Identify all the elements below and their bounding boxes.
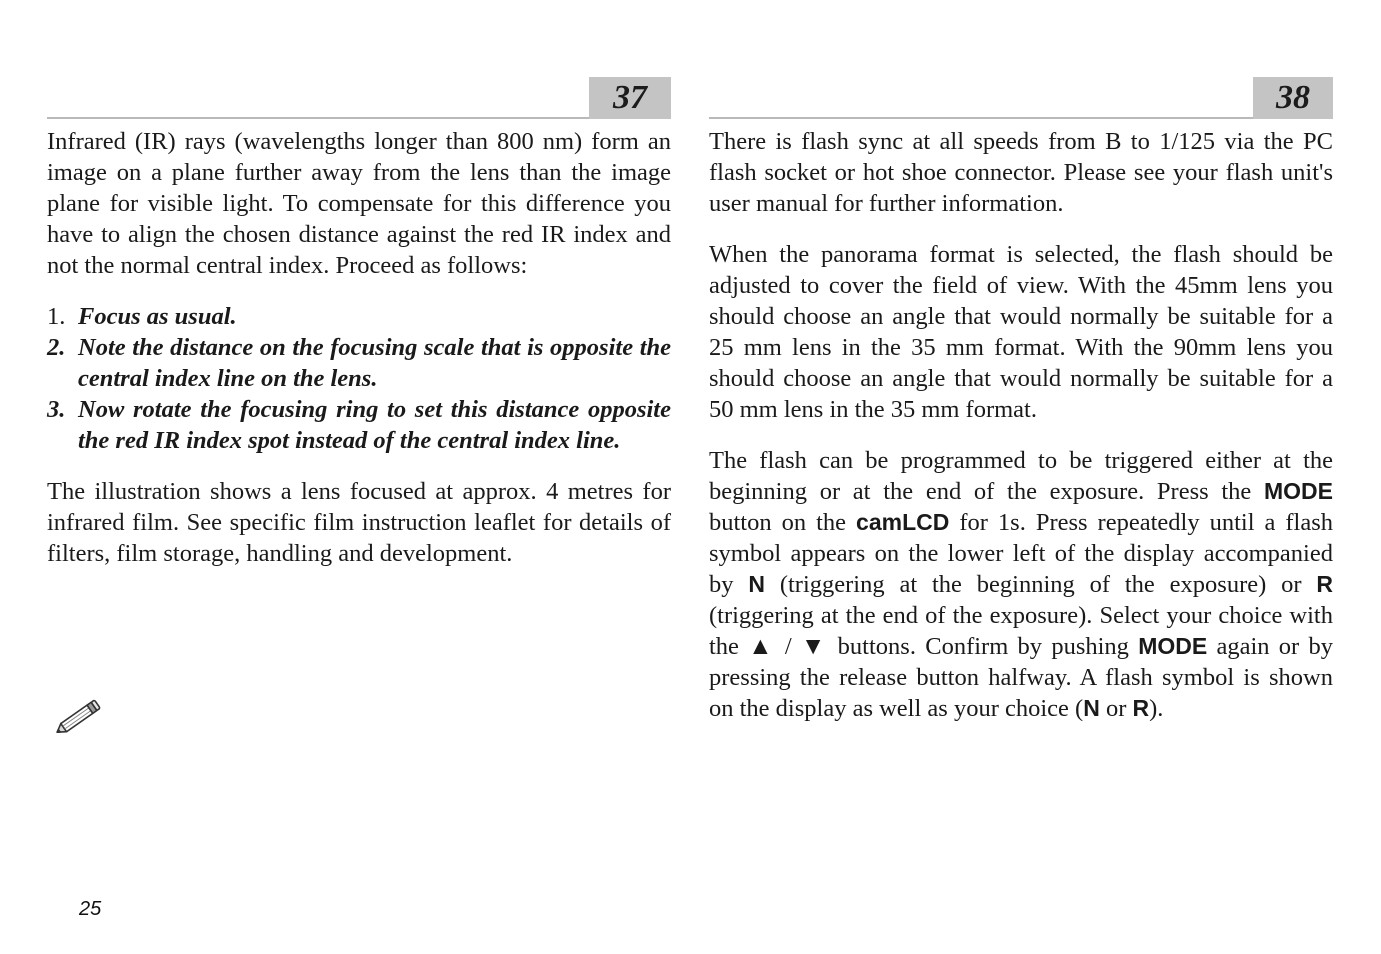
page-number: 38 [1253,77,1333,119]
step-text: Focus as usual. [78,303,237,330]
flash-sync-paragraph: There is flash sync at all speeds from B to 1/125 via the PC flash socket or hot shoe connector. Please see your flash unit's user manual for further information. [709,128,1333,217]
r-symbol: R [1316,571,1333,597]
panorama-paragraph: When the panorama format is selected, the flash should be adjusted to cover the field of view. With the 45mm lens you should choose an angle that would normally be suitable for a 25 mm lens in the 35 mm format. With the 90mm lens you should choose an angle that would normally be suitable for a 50 mm lens in the 35 mm format. [709,241,1333,423]
page-number: 37 [589,77,671,119]
camlcd-label: camLCD [856,509,950,535]
illustration-paragraph: The illustration shows a lens focused at approx. 4 metres for infrared film. See specific film instruction leaflet for details of filters, film storage, handling and development. [47,478,671,567]
step-text: Note the distance on the focusing scale that is opposite the central index line on the lens. [78,334,671,392]
header-rule [709,117,1333,119]
footer-page-number: 25 [79,898,102,920]
paragraph-text: or [1099,695,1133,722]
n-symbol: N [1083,695,1100,721]
header-rule [47,117,671,119]
paragraph-text: button on the [709,509,857,536]
page-header [47,77,671,119]
mode-button-label: MODE [1138,633,1208,659]
step-number: 3. [47,396,66,423]
step-item [47,332,671,394]
paragraph-text: ). [1149,695,1164,722]
step-text: Now rotate the focusing ring to set this distance opposite the red IR index spot instead of the central index line. [78,396,671,454]
step-number: 1. [47,303,66,330]
step-item [47,394,671,456]
paragraph-text: (triggering at the end of the exposure). Select your choice with the ▲ / ▼ buttons. Confirm by pushing [709,602,1333,660]
page-content [709,119,1333,724]
step-number: 2. [47,334,66,361]
r-symbol: R [1132,695,1150,721]
paragraph-text: (triggering at the beginning of the exposure) or [764,571,1317,598]
pencil-icon [47,697,105,741]
intro-paragraph: Infrared (IR) rays (wavelengths longer than 800 nm) form an image on a plane further away from the lens than the image plane for visible light. To compensate for this difference you have to align the chosen distance against the red IR index and not the normal central index. Proceed as follows: [47,128,671,279]
paragraph-text: again or by pressing the release button halfway. A flash symbol is shown on the display as well as your choice ( [709,633,1333,722]
step-item [47,301,671,332]
paragraph-text: The flash can be programmed to be triggered either at the beginning or at the end of the exposure. Press the [709,447,1333,505]
n-symbol: N [748,571,765,597]
mode-button-label: MODE [1264,478,1333,504]
left-page [47,77,671,569]
paragraph-text: for 1s. Press repeatedly until a flash symbol appears on the lower left of the display accompanied by [709,509,1333,598]
page-header [709,77,1333,119]
right-page [709,77,1333,724]
procedure-steps [47,301,671,456]
flash-trigger-paragraph [709,445,1333,724]
page-content [47,119,671,569]
